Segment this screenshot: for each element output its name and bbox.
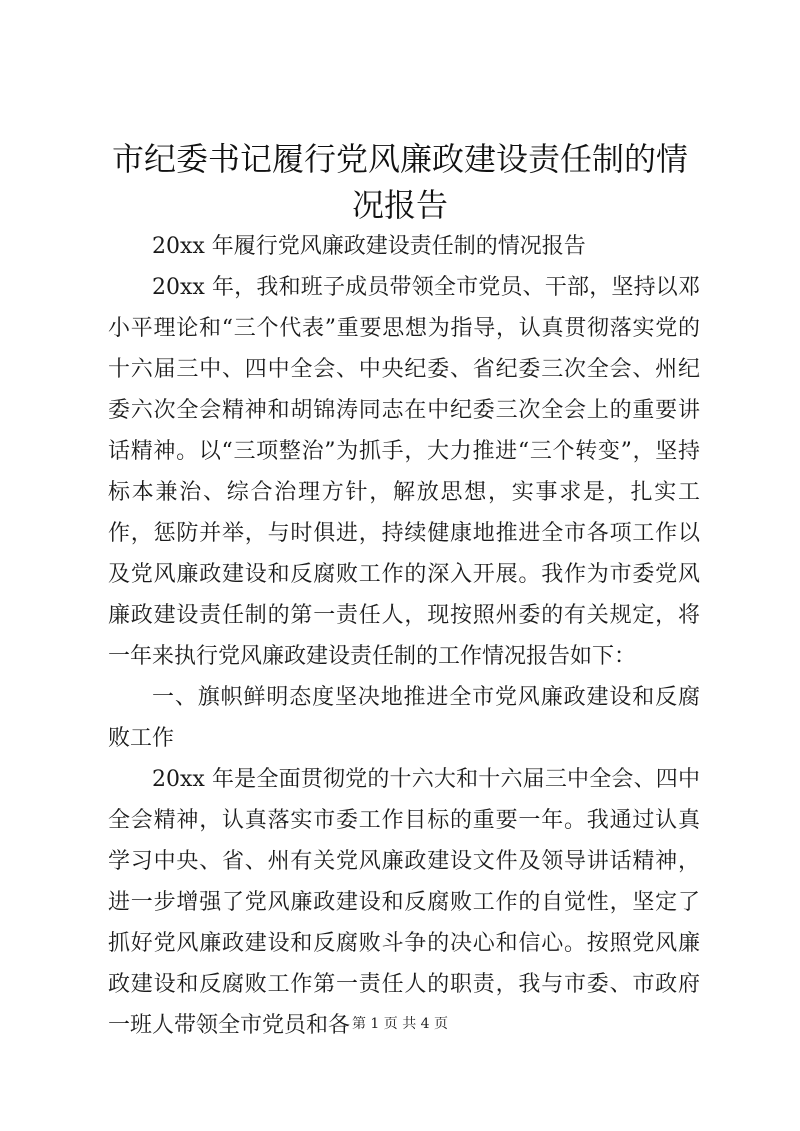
section-heading: 一、旗帜鲜明态度坚决地推进全市党风廉政建设和反腐败工作 xyxy=(108,685,700,751)
intro-paragraph: 20xx 年，我和班子成员带领全市党员、干部，坚持以邓小平理论和“三个代表”重要思想为指导，认真贯彻落实党的十六届三中、四中全会、中央纪委、省纪委三次全会、州纪委六次全会精神和胡锦涛同志在中纪委三次全会上的重要讲话精神。以“三项整治”为抓手，大力推进“三个转变”，坚持标本兼治、综合治理方针，解放思想，实事求是，扎实工作，惩防并举，与时俱进，持续健康地推进全市各项工作以及党风廉政建设和反腐败工作的深入开展。我作为市委党风廉政建设责任制的第一责任人，现按照州委的有关规定，将一年来执行党风廉政建设责任制的工作情况报告如下： xyxy=(108,275,700,669)
subtitle-paragraph: 20xx 年履行党风廉政建设责任制的情况报告 xyxy=(152,234,586,259)
page-footer: 第 1 页 共 4 页 xyxy=(351,1016,449,1032)
section-paragraph: 20xx 年是全面贯彻党的十六大和十六届三中全会、四中全会精神，认真落实市委工作目标的重要一年。我通过认真学习中央、省、州有关党风廉政建设文件及领导讲话精神，进一步增强了党风廉政建设和反腐败工作的自觉性，坚定了抓好党风廉政建设和反腐败斗争的决心和信心。按照党风廉政建设和反腐败工作第一责任人的职责，我与市委、市政府一班人带领全市党员和各 xyxy=(108,767,700,1038)
document-body xyxy=(108,226,700,1046)
document-title: 市纪委书记履行党风廉政建设责任制的情况报告 xyxy=(111,140,688,224)
